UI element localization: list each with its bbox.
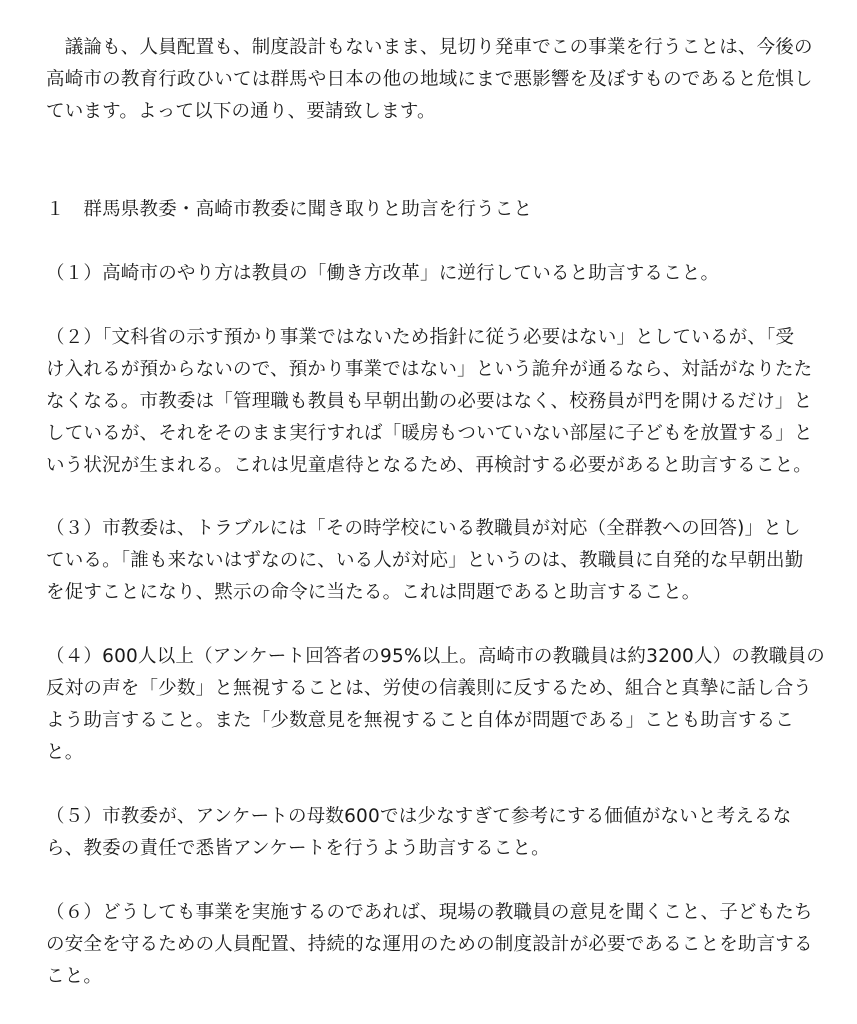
request-item-3-line: （３）市教委は、トラブルには「その時学校にいる教職員が対応（全群教への回答)」とし	[46, 518, 801, 539]
request-item-3-line: ている。「誰も来ないはずなのに、いる人が対応」というのは、教職員に自発的な早朝出勤	[46, 550, 804, 571]
request-item-1-line: （１）高崎市のやり方は教員の「働き方改革」に逆行していると助言すること。	[46, 263, 720, 284]
request-item-4-line: と。	[46, 742, 84, 763]
intro-line: 高崎市の教育行政ひいては群馬や日本の他の地域にまで悪影響を及ぼすものであると危惧し	[46, 69, 813, 90]
request-item-6-line: こと。	[46, 966, 103, 987]
intro-line: ています。よって以下の通り、要請致します。	[46, 101, 436, 122]
intro-line: 議論も、人員配置も、制度設計もないまま、見切り発車でこの事業を行うことは、今後の	[46, 37, 813, 58]
request-item-6-line: の安全を守るための人員配置、持続的な運用のための制度設計が必要であることを助言する	[46, 934, 813, 955]
request-item-2-line: （２）「文科省の示す預かり事業ではないため指針に従う必要はない」としているが、「受	[46, 327, 795, 348]
request-item-2-line: け入れるが預からないので、預かり事業ではない」という詭弁が通るなら、対話がなりたた	[46, 359, 813, 380]
request-item-2-line: いう状況が生まれる。これは児童虐待となるため、再検討する必要があると助言すること。	[46, 455, 812, 476]
request-item-6-line: （６）どうしても事業を実施するのであれば、現場の教職員の意見を聞くこと、子どもたち	[46, 902, 813, 923]
request-item-4-line: （４）600人以上（アンケート回答者の95%以上。高崎市の教職員は約3200人）の教職員の	[46, 646, 825, 667]
request-item-2-line: しているが、それをそのまま実行すれば「暖房もついていない部屋に子どもを放置する」と	[46, 423, 813, 444]
request-item-3-line: を促すことになり、黙示の命令に当たる。これは問題であると助言すること。	[46, 582, 701, 603]
request-item-4-line: 反対の声を「少数」と無視することは、労使の信義則に反するため、組合と真摯に話し合う	[46, 678, 812, 699]
request-item-4-line: よう助言すること。また「少数意見を無視すること自体が問題である」ことも助言するこ	[46, 710, 795, 731]
section-heading: １ 群馬県教委・高崎市教委に聞き取りと助言を行うこと	[46, 199, 533, 220]
request-item-2-line: なくなる。市教委は「管理職も教員も早朝出勤の必要はなく、校務員が門を開けるだけ」と	[46, 391, 813, 412]
request-item-5-line: ら、教委の責任で悉皆アンケートを行うよう助言すること。	[46, 838, 550, 859]
request-item-5-line: （５）市教委が、アンケートの母数600では少なすぎて参考にする価値がないと考えるな	[46, 806, 792, 827]
